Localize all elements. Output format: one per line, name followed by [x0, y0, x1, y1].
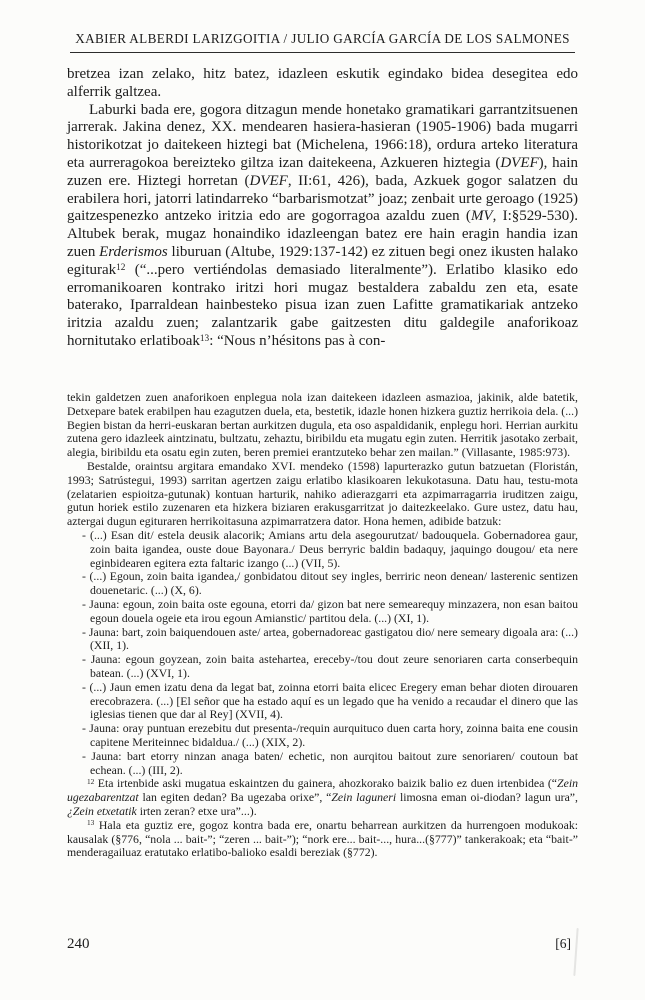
footnote-example-item: - Jauna: egoun, zoin baita oste egouna, etorri da/ gizon bat nere semearequy minzazera, non esan baitou egoun douela ogeie eta irou egoun Amianstic/ partitou dela. (...) (XI, 1). [82, 596, 578, 625]
footnotes-block [67, 391, 578, 860]
footnote-example-item: - Jauna: egoun goyzean, zoin baita astehartea, ereceby-/tou dout zeure senoriaren carta conserbequin batean. (...) (XVI, 1). [82, 652, 578, 680]
footnote-paragraph-bestalde: Bestalde, oraintsu argitara emandako XVI. mendeko (1598) lapurterazko gutun batzuetan (Floristán, 1993; Satrústegui, 1993) sarritan agertzen zaigu erlatibo klasikoaren lekukotasuna. Datu hau, testu-mota (zelatarien espioitza-gutunak) kontuan harturik, nahiko adierazgarri eta azpimarragarria iruditzen zaigu, gutun horiek estilo zuzenaren eta hizkera biziaren erakusgarritzat jo daitezkeelako. Gure ustez, datu hau, aztergai dugun egituraren herrikoitasuna azpimarratzera dator. Hona hemen, adibide batzuk: [67, 458, 578, 529]
footnote-example-item: - (...) Jaun emen izatu dena da legat bat, zoinna etorri baita elicec Eregery eman behar dioten dirouaren erecobrazera. (...) [El señor que ha estado aquí es un legado que ha venido a recaudar el dinero que las iglesias tienen que dar al Rey] (XVII, 4). [82, 679, 578, 722]
paragraph-continuation: bretzea izan zelako, hitz batez, idazleen eskutik egindako bidea desegitea edo alferrik galtzea. [67, 66, 578, 100]
scan-artifact-mark [573, 928, 578, 976]
main-text-block [67, 66, 578, 351]
footnote-12: $^{12}$ Eta irtenbide aski mugatua eskaintzen du gainera, ahozkorako baizik balio ez duen irtenbidea (“Zein ugezabarentzat lan egiten dedan? Ba ugezaba orixe”, “Zein laguneri limosna eman oi-diodan? lagun ura”, ¿Zein etxetatik irten zeran? etxe ura”...). [67, 776, 578, 818]
page-footer [67, 936, 571, 953]
footnote-example-item: - (...) Esan dit/ estela deusik alacorik; Amians artu dela asegourutzat/ badouquela. Gobernadorea gaur, zoin baita igandea, ouste doue Bayonara./ Deus berryric baldin badaquy, jaquingo dougou/ eta nere eginbidearen egitera ezta faltaric izango (...) (VII, 5). [82, 527, 578, 570]
footnote-example-item: - (...) Egoun, zoin baita igandea,/ gonbidatou ditout sey ingles, berriric neon denean/ lasterenic sentizen douenetaric. (...) (X, 6). [82, 569, 578, 598]
running-header-text: XABIER ALBERDI LARIZGOITIA / JULIO GARCÍA GARCÍA DE LOS SALMONES [70, 31, 575, 53]
issue-number: [6] [555, 936, 571, 951]
footnote-continuation: tekin galdetzen zuen anaforikoen enplegua nola izan daitekeen idazleen asmazioa, jakinik, alde batetik, Detxepare batek erabilpen hau ezagutzen duela, eta, bestetik, idazle honen hizkera guztiz herrikoia dela. (...) Begien bistan da herri-euskaran bertan aurkitzen dugula, eta oso aspaldidanik, enplegu hori. Herrian aurkitu zutena gero idazleek aintzinatu, bultzatu, zehaztu, biribildu eta mugatu egin zuten. Herritik jasotako zerbait, alegia, biribildu eta osatu egin zuten, beren premiei erantzuteko behar zen mailan.” (Villasante, 1985:973). [67, 390, 578, 460]
footnote-example-item: - Jauna: oray puntuan erezebitu dut presenta-/requin aurquituco duen carta hory, zoinna baita ene cousin capitene Meriteinnec bidaldua./ (...) (XIX, 2). [82, 721, 578, 749]
footnote-example-item: - Jauna: bart, zoin baiquendouen aste/ artea, gobernadoreac gastigatou dio/ nere semeary digoala ara: (...) (XII, 1). [82, 624, 578, 653]
page-number: 240 [67, 936, 90, 952]
footnote-example-item: - Jauna: bart etorry ninzan anaga baten/ echetic, non aurqitou baitout zure senoriaren/ coutoun bat echean. (...) (III, 2). [82, 748, 578, 777]
running-header [0, 30, 645, 53]
paragraph-main: Laburki bada ere, gogora ditzagun mende honetako gramatikari garrantzitsuenen jarrerak. Jakina denez, XX. mendearen hasiera-hasieran (1905-1906) bada mugarri historikotzat jo daitekeen hiztegi bat (Michelena, 1966:18), ordura arteko literatura eta aurreragokoa bereizteko giltza izan daitekeena, Azkueren hiztegia (DVEF), hain zuzen ere. Hiztegi horretan (DVEF, II:61, 426), bada, Azkuek gogor salatzen du erabilera hori, jatorri latindarreko “barbarismotzat” joaz; zenbait urte geroago (1925) gaitzespenezko antzeko iritzia edo are gogorragoa azaldu zuen (MV, I:§529-530). Altubek berak, mugaz honaindiko idazleengan batez ere hain eragin handia izan zuen Erderismos liburuan (Altube, 1929:137-142) ez zituen begi onez ikusten halako egiturak$^{12}$ (“...pero vertiéndolas demasiado literalmente”). Erlatibo klasiko edo erromanikoaren kontrako iritzi hori mugaz bestaldera zabaldu zen eta, esate baterako, Iparraldean hainbesteko pisua izan zuen Lafitte gramatikariak antzeko iritzia azaldu zuen; zalantzarik gabe gaitzesten ditu galdegile anaforikoaz hornitutako erlatiboak$^{13}$: “Nous n’hésitons pas à con- [67, 101, 579, 349]
footnote-13: $^{13}$ Hala eta guztiz ere, gogoz kontra bada ere, onartu beharrean aurkitzen da hurrengoen modukoak: kausalak (§776, “nola ... bait-”; “zeren ... bait-”); “nork ere... bait-..., hura...(§777)” tankerakoak; eta “bait-” menderagailuaz eratutako erlatibo-balioko esaldi bereziak (§772). [67, 817, 578, 860]
